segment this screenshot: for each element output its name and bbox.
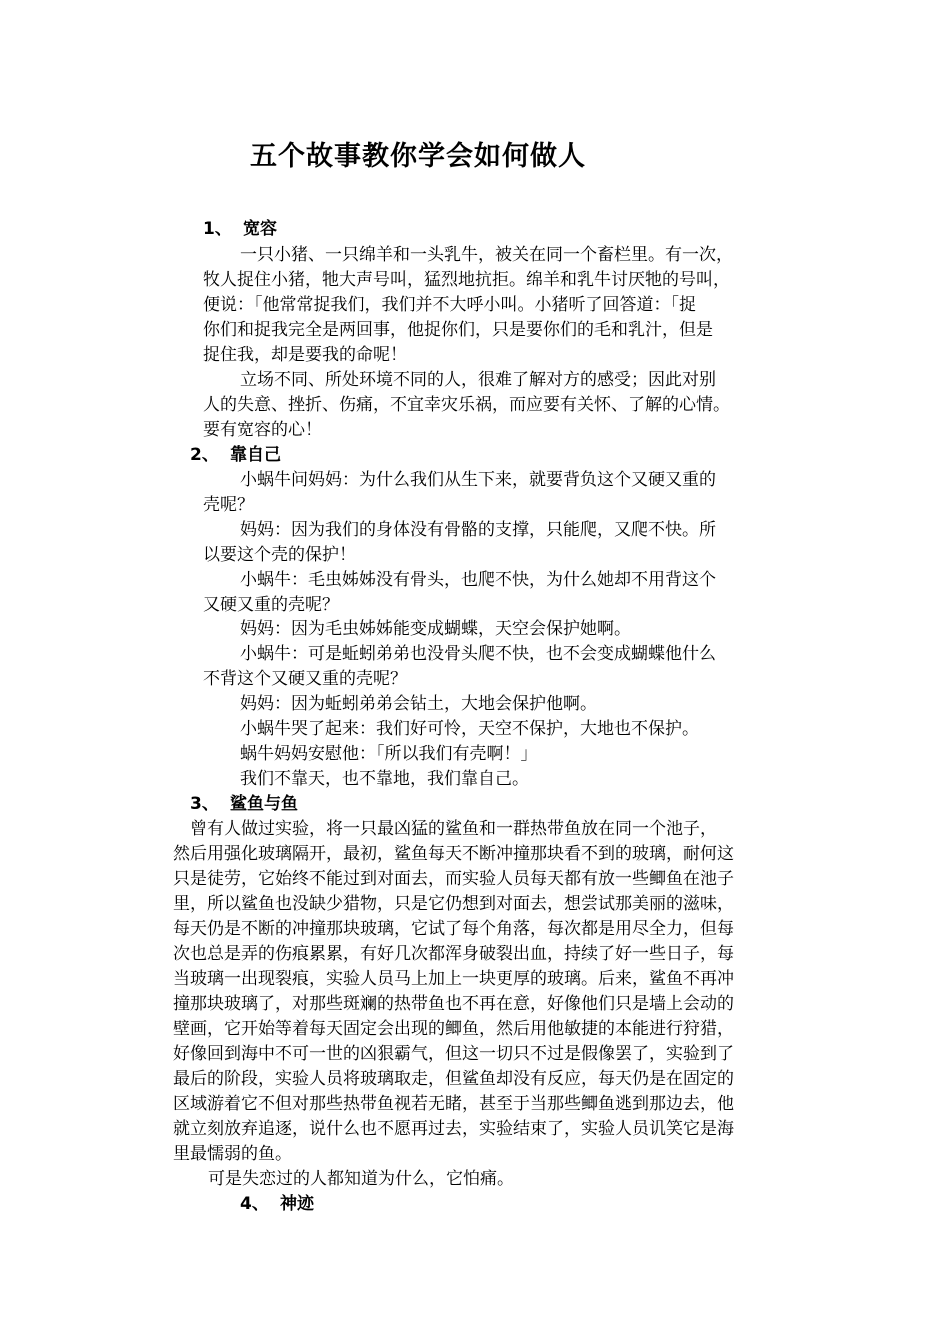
- paragraph-line: 以要这个壳的保护！: [203, 545, 356, 565]
- paragraph-line: 我们不靠天，也不靠地，我们靠自己。: [240, 769, 529, 789]
- section-heading-2: [190, 440, 281, 465]
- paragraph-line: 壳呢？: [203, 495, 254, 515]
- paragraph-line: 次也总是弄的伤痕累累，有好几次都浑身破裂出血，持续了好一些日子，每: [173, 944, 734, 964]
- paragraph-line: 又硬又重的壳呢？: [203, 595, 339, 615]
- section-title: 靠自己: [230, 445, 281, 465]
- paragraph-line: 便说：「他常常捉我们，我们并不大呼小叫。小猪听了回答道：「捉: [203, 295, 696, 315]
- paragraph-line: 壁画，它开始等着每天固定会出现的鲫鱼，然后用他敏捷的本能进行狩猎，: [173, 1019, 734, 1039]
- paragraph-line: 可是失恋过的人都知道为什么，它怕痛。: [208, 1169, 514, 1189]
- section-title: 宽容: [243, 219, 277, 239]
- paragraph-line: 小蜗牛：毛虫姊姊没有骨头，也爬不快，为什么她却不用背这个: [240, 570, 716, 590]
- paragraph-line: 小蜗牛问妈妈：为什么我们从生下来，就要背负这个又硬又重的: [240, 470, 716, 490]
- document-title: 五个故事教你学会如何做人: [250, 141, 586, 172]
- paragraph-line: 人的失意、挫折、伤痛，不宜幸灾乐祸，而应要有关怀、了解的心情。: [203, 395, 730, 415]
- paragraph-line: 你们和捉我完全是两回事，他捉你们，只是要你们的毛和乳汁，但是: [203, 320, 713, 340]
- section-title: 神迹: [280, 1194, 314, 1214]
- paragraph-line: 最后的阶段，实验人员将玻璃取走，但鲨鱼却没有反应，每天仍是在固定的: [173, 1069, 734, 1089]
- paragraph-line: 牧人捉住小猪，牠大声号叫，猛烈地抗拒。绵羊和乳牛讨厌牠的号叫，: [203, 270, 730, 290]
- section-title: 鲨鱼与鱼: [230, 794, 298, 814]
- paragraph-line: 当玻璃一出现裂痕，实验人员马上加上一块更厚的玻璃。后来，鲨鱼不再冲: [173, 969, 734, 989]
- paragraph-line: 捉住我，却是要我的命呢！: [203, 345, 407, 365]
- section-number: 1、: [203, 219, 232, 239]
- paragraph-line: 蜗牛妈妈安慰他：「所以我们有壳啊！」: [240, 744, 538, 764]
- section-heading-4: [240, 1189, 314, 1214]
- paragraph-line: 就立刻放弃追逐，说什么也不愿再过去，实验结束了，实验人员讥笑它是海: [173, 1119, 734, 1139]
- paragraph-line: 妈妈：因为我们的身体没有骨骼的支撑，只能爬，又爬不快。所: [240, 520, 716, 540]
- section-number: 2、: [190, 445, 219, 465]
- paragraph-line: 区域游着它不但对那些热带鱼视若无睹，甚至于当那些鲫鱼逃到那边去，他: [173, 1094, 734, 1114]
- paragraph-line: 妈妈：因为毛虫姊姊能变成蝴蝶，天空会保护她啊。: [240, 619, 631, 639]
- paragraph-line: 小蜗牛：可是蚯蚓弟弟也没骨头爬不快，也不会变成蝴蝶他什么: [240, 644, 716, 664]
- paragraph-line: 每天仍是不断的冲撞那块玻璃，它试了每个角落，每次都是用尽全力，但每: [173, 919, 734, 939]
- section-heading-1: [203, 214, 277, 239]
- paragraph-line: 一只小猪、一只绵羊和一头乳牛，被关在同一个畜栏里。有一次，: [240, 245, 733, 265]
- paragraph-line: 里最懦弱的鱼。: [173, 1144, 292, 1164]
- paragraph-line: 要有宽容的心！: [203, 420, 322, 440]
- section-heading-3: [190, 789, 298, 814]
- paragraph-line: 立场不同、所处环境不同的人，很难了解对方的感受；因此对别: [240, 370, 716, 390]
- paragraph-line: 只是徒劳，它始终不能过到对面去，而实验人员每天都有放一些鲫鱼在池子: [173, 869, 734, 889]
- paragraph-line: 不背这个又硬又重的壳呢？: [203, 669, 407, 689]
- paragraph-line: 曾有人做过实验，将一只最凶猛的鲨鱼和一群热带鱼放在同一个池子，: [190, 819, 717, 839]
- paragraph-line: 小蜗牛哭了起来：我们好可怜，天空不保护，大地也不保护。: [240, 719, 699, 739]
- paragraph-line: 里，所以鲨鱼也没缺少猎物，只是它仍想到对面去，想尝试那美丽的滋味，: [173, 894, 734, 914]
- paragraph-line: 妈妈：因为蚯蚓弟弟会钻土，大地会保护他啊。: [240, 694, 597, 714]
- section-number: 3、: [190, 794, 219, 814]
- section-number: 4、: [240, 1194, 269, 1214]
- paragraph-line: 好像回到海中不可一世的凶狠霸气，但这一切只不过是假像罢了，实验到了: [173, 1044, 734, 1064]
- paragraph-line: 然后用强化玻璃隔开，最初，鲨鱼每天不断冲撞那块看不到的玻璃，耐何这: [173, 844, 734, 864]
- paragraph-line: 撞那块玻璃了，对那些斑斓的热带鱼也不再在意，好像他们只是墙上会动的: [173, 994, 734, 1014]
